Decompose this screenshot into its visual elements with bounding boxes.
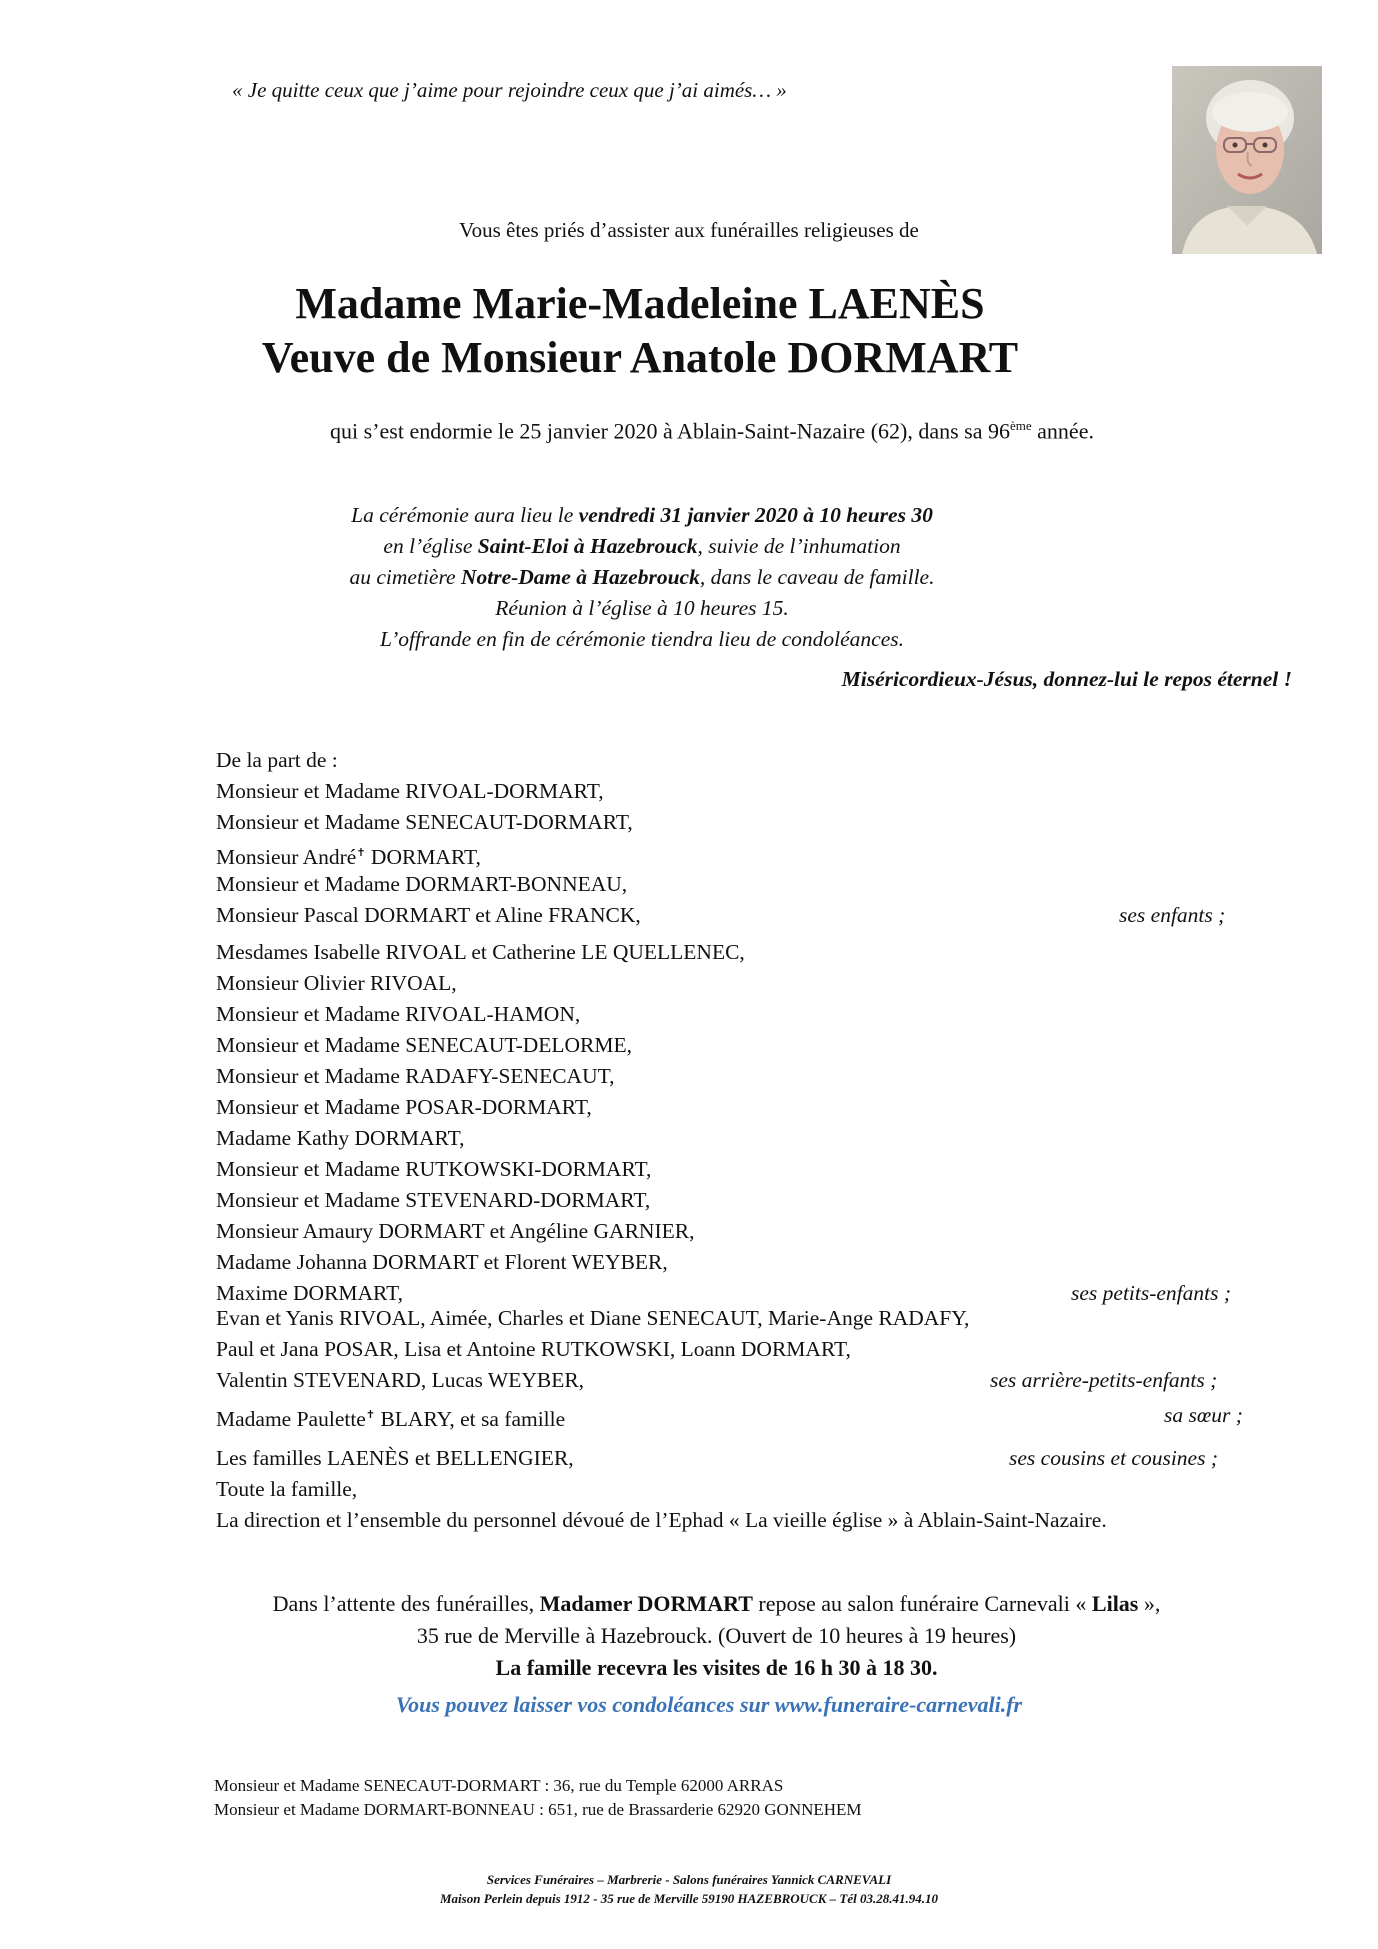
family-intro: De la part de : [216,748,338,772]
ceremony-meeting-line: Réunion à l’église à 10 heures 15. [495,596,789,620]
cross-icon: ✝ [356,847,366,859]
list-item: Monsieur et Madame SENECAUT-DELORME, [216,1033,633,1057]
invitation-text: Vous êtes priés d’assister aux funérailles religieuses de [459,218,919,242]
list-item: Monsieur et Madame DORMART-BONNEAU, [216,872,628,896]
family-others-block [216,1443,1266,1536]
list-item: Monsieur et Madame SENECAUT-DORMART, [216,810,633,834]
list-item: Valentin STEVENARD, Lucas WEYBER, ses arrière-petits-enfants ; [216,1365,1266,1396]
prayer-line: Miséricordieux-Jésus, donnez-lui le repos éternel ! [841,667,1292,691]
wake-line-2: 35 rue de Merville à Hazebrouck. (Ouvert de 10 heures à 19 heures) [416,1623,1017,1648]
list-item: Monsieur et Madame RUTKOWSKI-DORMART, [216,1157,652,1181]
list-item: Madame Johanna DORMART et Florent WEYBER, [216,1250,668,1274]
list-item: Monsieur André✝ DORMART, [216,845,481,870]
list-item: Mesdames Isabelle RIVOAL et Catherine LE QUELLENEC, [216,940,745,964]
list-item: Maxime DORMART, ses petits-enfants ; [216,1278,1266,1309]
ceremony-details [0,500,1284,655]
list-item: Monsieur Pascal DORMART et Aline FRANCK, ses enfants ; [216,900,1266,931]
list-item: Madame Paulette✝ BLARY, et sa famille sa sœur ; [216,1400,1266,1431]
footer-line-1: Services Funéraires – Marbrerie - Salons funéraires Yannick CARNEVALI [486,1872,892,1887]
death-notice-text: qui s’est endormie le 25 janvier 2020 à Ablain-Saint-Nazaire (62), dans sa 96 [330,418,1011,444]
ceremony-date-line: La cérémonie aura lieu le vendredi 31 janvier 2020 à 10 heures 30 [351,503,933,527]
sister-label: sa sœur ; [1164,1403,1243,1427]
list-item: Madame Kathy DORMART, [216,1126,465,1150]
church-name: Saint-Eloi à Hazebrouck [477,534,698,558]
children-label: ses enfants ; [1119,903,1226,927]
list-item: Monsieur et Madame STEVENARD-DORMART, [216,1188,651,1212]
ceremony-church-line: en l’église Saint-Eloi à Hazebrouck, suivie de l’inhumation [383,534,901,558]
cemetery-name: Notre-Dame à Hazebrouck [460,565,700,589]
family-children-block [216,745,1266,931]
footer-line-2: Maison Perlein depuis 1912 - 35 rue de Merville 59190 HAZEBROUCK – Tél 03.28.41.94.10 [440,1891,938,1906]
deceased-name: Madame Marie-Madeleine LAENÈS [295,279,985,328]
grandchildren-label: ses petits-enfants ; [1071,1281,1232,1305]
list-item: Paul et Jana POSAR, Lisa et Antoine RUTKOWSKI, Loann DORMART, [216,1337,851,1361]
great-grandchildren-label: ses arrière-petits-enfants ; [990,1368,1218,1392]
list-item: Monsieur et Madame RADAFY-SENECAUT, [216,1064,615,1088]
wake-visits-line: La famille recevra les visites de 16 h 30 à 18 30. [495,1655,938,1680]
cousins-label: ses cousins et cousines ; [1009,1446,1218,1470]
list-item: Monsieur Amaury DORMART et Angéline GARNIER, [216,1219,695,1243]
family-sister-block [216,1400,1266,1431]
list-item: Evan et Yanis RIVOAL, Aimée, Charles et Diane SENECAUT, Marie-Ange RADAFY, [216,1306,970,1330]
ordinal-suffix: ème [1010,418,1032,433]
list-item: Monsieur et Madame RIVOAL-DORMART, [216,779,604,803]
list-item: Monsieur Olivier RIVOAL, [216,971,457,995]
funeral-home-footer [0,1870,1378,1908]
wake-line-1: Dans l’attente des funérailles, Madamer DORMART repose au salon funéraire Carnevali « Lilas », [272,1591,1161,1616]
wake-info [0,1588,1378,1684]
condolences-link[interactable]: Vous pouvez laisser vos condoléances sur www.funeraire-carnevali.fr [395,1692,1023,1717]
death-notice [0,418,1378,444]
death-notice-end: année. [1031,418,1094,444]
widow-of-line: Veuve de Monsieur Anatole DORMART [261,333,1019,382]
address-line: Monsieur et Madame DORMART-BONNEAU : 651, rue de Brassarderie 62920 GONNEHEM [214,1800,862,1819]
family-addresses [214,1774,862,1822]
ceremony-offering-line: L’offrande en fin de cérémonie tiendra lieu de condoléances. [379,627,905,651]
list-item: Toute la famille, [216,1477,358,1501]
family-great-grandchildren-block [216,1303,1266,1396]
list-item: Monsieur et Madame RIVOAL-HAMON, [216,1002,581,1026]
list-item: Les familles LAENÈS et BELLENGIER, ses cousins et cousines ; [216,1443,1266,1474]
ceremony-cemetery-line: au cimetière Notre-Dame à Hazebrouck, dans le caveau de famille. [349,565,935,589]
list-item: Monsieur et Madame POSAR-DORMART, [216,1095,592,1119]
address-line: Monsieur et Madame SENECAUT-DORMART : 36, rue du Temple 62000 ARRAS [214,1776,784,1795]
family-grandchildren-block [216,937,1266,1309]
list-item: La direction et l’ensemble du personnel dévoué de l’Ephad « La vieille église » à Ablain-Saint-Nazaire. [216,1508,1107,1532]
cross-icon: ✝ [365,1409,376,1421]
epigraph-quote: « Je quitte ceux que j’aime pour rejoindre ceux que j’ai aimés… » [232,78,787,102]
ceremony-date: vendredi 31 janvier 2020 à 10 heures 30 [578,503,933,527]
